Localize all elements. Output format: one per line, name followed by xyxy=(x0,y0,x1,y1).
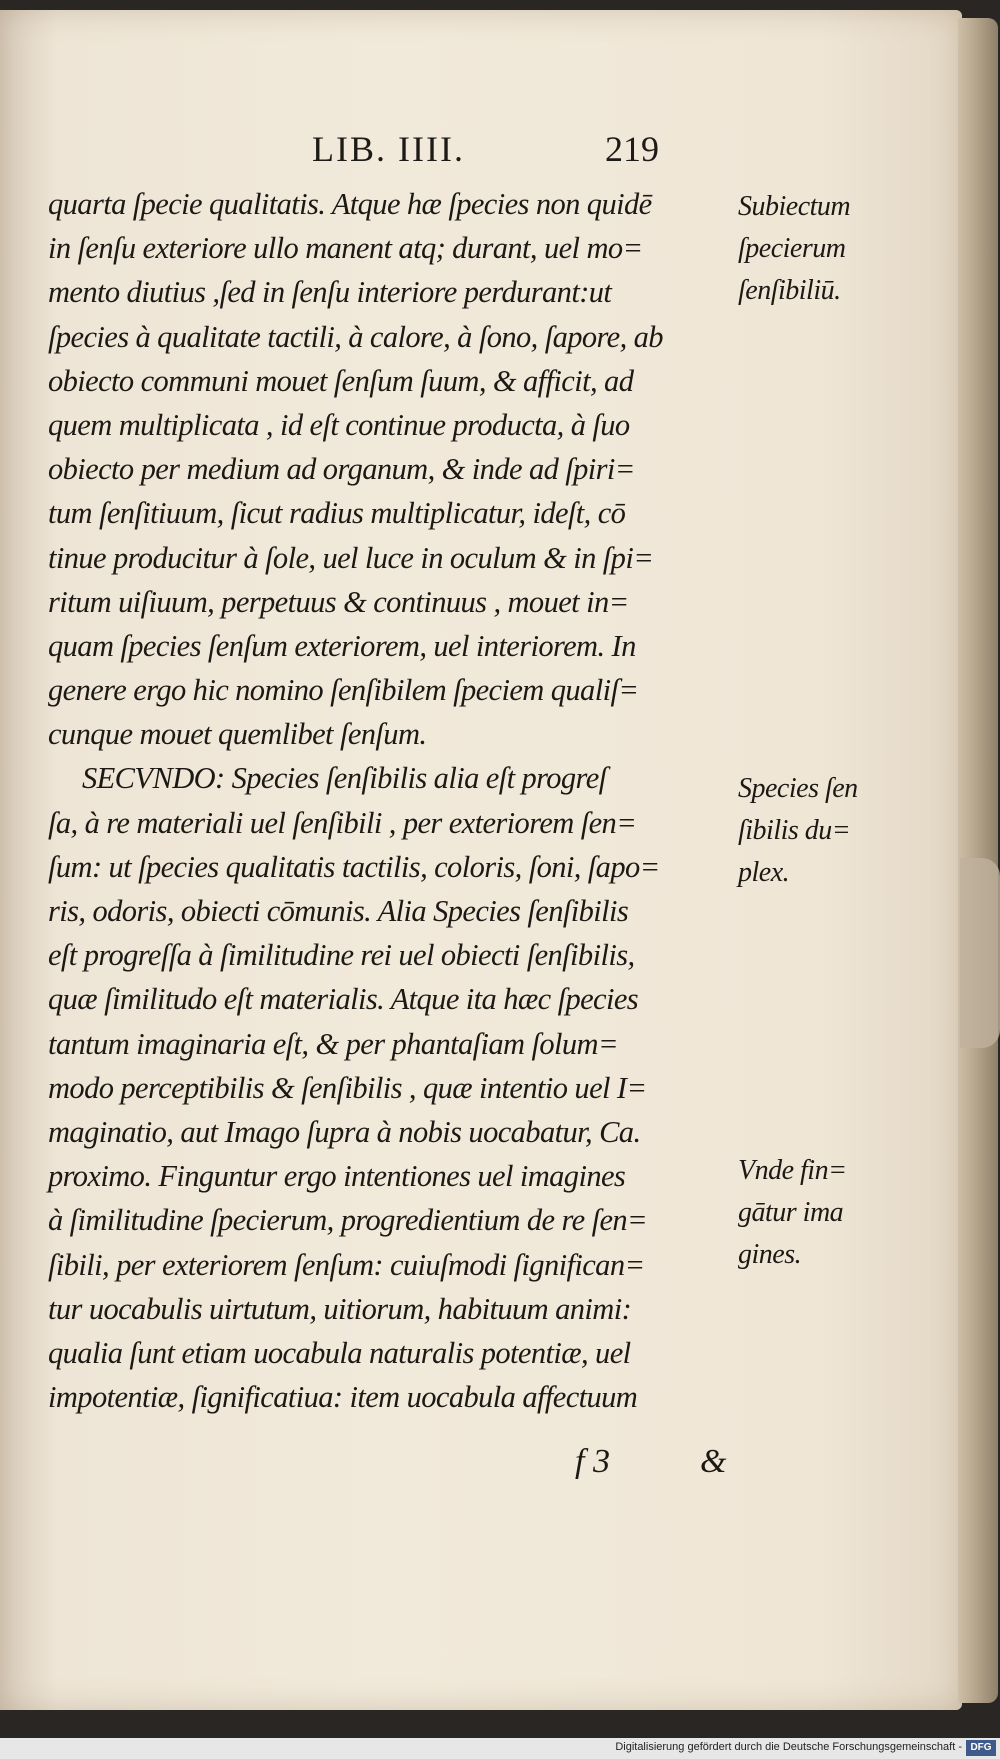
text-line: SECVNDO: Species ſenſibilis alia eſt progreſ xyxy=(82,761,607,796)
text-line: tur uocabulis uirtutum, uitiorum, habituum animi: xyxy=(48,1291,632,1326)
text-line: ſibili, per exteriorem ſenſum: cuiuſmodi ſignifican= xyxy=(48,1247,645,1282)
margin-note xyxy=(738,768,888,894)
text-line: impotentiæ, ſignificatiua: item uocabula affectuum xyxy=(48,1380,638,1415)
text-line: ſa, à re materiali uel ſenſibili , per exteriorem ſen= xyxy=(48,805,637,840)
text-line: quem multiplicata , id eſt continue producta, à ſuo xyxy=(48,407,630,442)
footer-credit: Digitalisierung gefördert durch die Deutsche Forschungsgemeinschaft - xyxy=(615,1741,962,1753)
text-line: obiecto per medium ad organum, & inde ad ſpiri= xyxy=(48,452,635,487)
margin-note-line: ſibilis du= xyxy=(738,815,851,846)
dfg-logo-icon: DFG xyxy=(966,1740,996,1756)
text-line: quarta ſpecie qualitatis. Atque hæ ſpecies non quidē xyxy=(48,187,652,221)
margin-note-line: ſenſibiliū. xyxy=(738,275,841,306)
text-line: ris, odoris, obiecti cōmunis. Alia Species ſenſibilis xyxy=(48,894,629,928)
margin-note-line: ſpecierum xyxy=(738,233,846,264)
text-line: proximo. Finguntur ergo intentiones uel imagines xyxy=(48,1159,626,1194)
margin-note xyxy=(738,186,888,312)
text-line: à ſimilitudine ſpecierum, progredientium de re ſen= xyxy=(48,1203,648,1238)
text-line: cunque mouet quemlibet ſenſum. xyxy=(48,717,427,752)
text-line: ſpecies à qualitate tactili, à calore, à ſono, ſapore, ab xyxy=(48,319,663,354)
text-line: mento diutius ,ſed in ſenſu interiore perdurant:ut xyxy=(48,275,612,310)
page-number: 219 xyxy=(605,129,659,169)
text-line: quam ſpecies ſenſum exteriorem, uel interiorem. In xyxy=(48,628,636,663)
signature-mark: f 3 xyxy=(575,1443,610,1480)
text-line: maginatio, aut Imago ſupra à nobis uocabatur, Ca. xyxy=(48,1114,641,1149)
text-line: tinue producitur à ſole, uel luce in oculum & in ſpi= xyxy=(48,540,654,575)
margin-note xyxy=(738,1150,888,1276)
text-line: genere ergo hic nomino ſenſibilem ſpeciem qualiſ= xyxy=(48,673,639,708)
book-label: LIB. IIII. xyxy=(312,129,465,169)
text-line: qualia ſunt etiam uocabula naturalis potentiæ, uel xyxy=(48,1335,631,1370)
text-line: tum ſenſitiuum, ſicut radius multiplicatur, ideſt, cō xyxy=(48,496,626,531)
catchword: & xyxy=(700,1443,727,1480)
margin-note-line: Species ſen xyxy=(738,773,858,804)
text-line: in ſenſu exteriore ullo manent atq; durant, uel mo= xyxy=(48,231,643,266)
page-tab xyxy=(960,858,1000,1048)
margin-note-line: Vnde fin= xyxy=(738,1155,847,1186)
running-header xyxy=(0,128,962,168)
margin-note-line: Subiectum xyxy=(738,191,851,222)
text-line: quæ ſimilitudo eſt materialis. Atque ita hæc ſpecies xyxy=(48,982,639,1017)
margin-note-line: plex. xyxy=(738,857,790,888)
text-line: tantum imaginaria eſt, & per phantaſiam ſolum= xyxy=(48,1026,618,1061)
text-line: obiecto communi mouet ſenſum ſuum, & afficit, ad xyxy=(48,363,634,398)
margin-note-line: gātur ima xyxy=(738,1197,844,1228)
text-line: eſt progreſſa à ſimilitudine rei uel obiecti ſenſibilis, xyxy=(48,938,635,973)
text-line: ritum uiſiuum, perpetuus & continuus , mouet in= xyxy=(48,584,629,619)
main-text xyxy=(48,182,738,1419)
text-line: ſum: ut ſpecies qualitatis tactilis, coloris, ſoni, ſapo= xyxy=(48,849,660,884)
margin-note-line: gines. xyxy=(738,1239,802,1270)
text-line: modo perceptibilis & ſenſibilis , quæ intentio uel I= xyxy=(48,1070,647,1105)
